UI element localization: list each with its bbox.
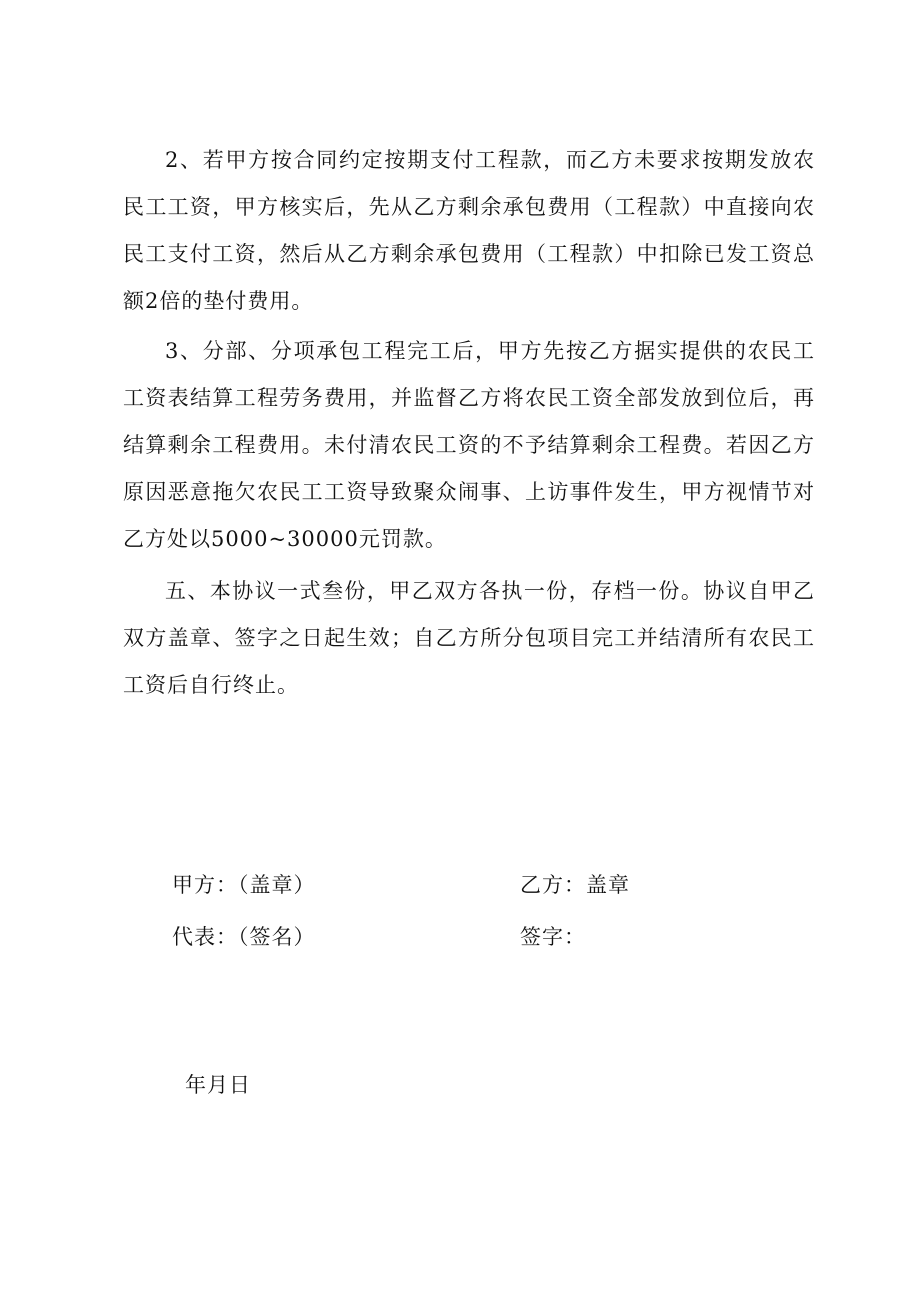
- clause-3-paragraph: 3、分部、分项承包工程完工后，甲方先按乙方据实提供的农民工工资表结算工程劳务费用，并监督乙方将农民工资全部发放到位后，再结算剩余工程费用。未付清农民工资的不予结算剩余工程费。若因乙方原因恶意拖欠农民工工资导致聚众闹事、上访事件发生，甲方视情节对乙方处以5000~30000元罚款。: [123, 339, 815, 551]
- party-a-seal-label: 甲方：（盖章）: [172, 873, 316, 897]
- party-b-seal-label: 乙方：盖章: [520, 873, 630, 897]
- date-line: 年月日: [185, 1073, 251, 1097]
- clause-2-paragraph: 2、若甲方按合同约定按期支付工程款，而乙方未要求按期发放农民工工资，甲方核实后，先从乙方剩余承包费用（工程款）中直接向农民工支付工资，然后从乙方剩余承包费用（工程款）中扣除已发工资总额2倍的垫付费用。: [123, 148, 815, 313]
- party-b-signature-label: 签字：: [520, 925, 586, 949]
- party-a-representative-label: 代表：（签名）: [172, 925, 316, 949]
- clause-five-paragraph: 五、本协议一式叁份，甲乙双方各执一份，存档一份。协议自甲乙双方盖章、签字之日起生效；自乙方所分包项目完工并结清所有农民工工资后自行终止。: [123, 579, 815, 697]
